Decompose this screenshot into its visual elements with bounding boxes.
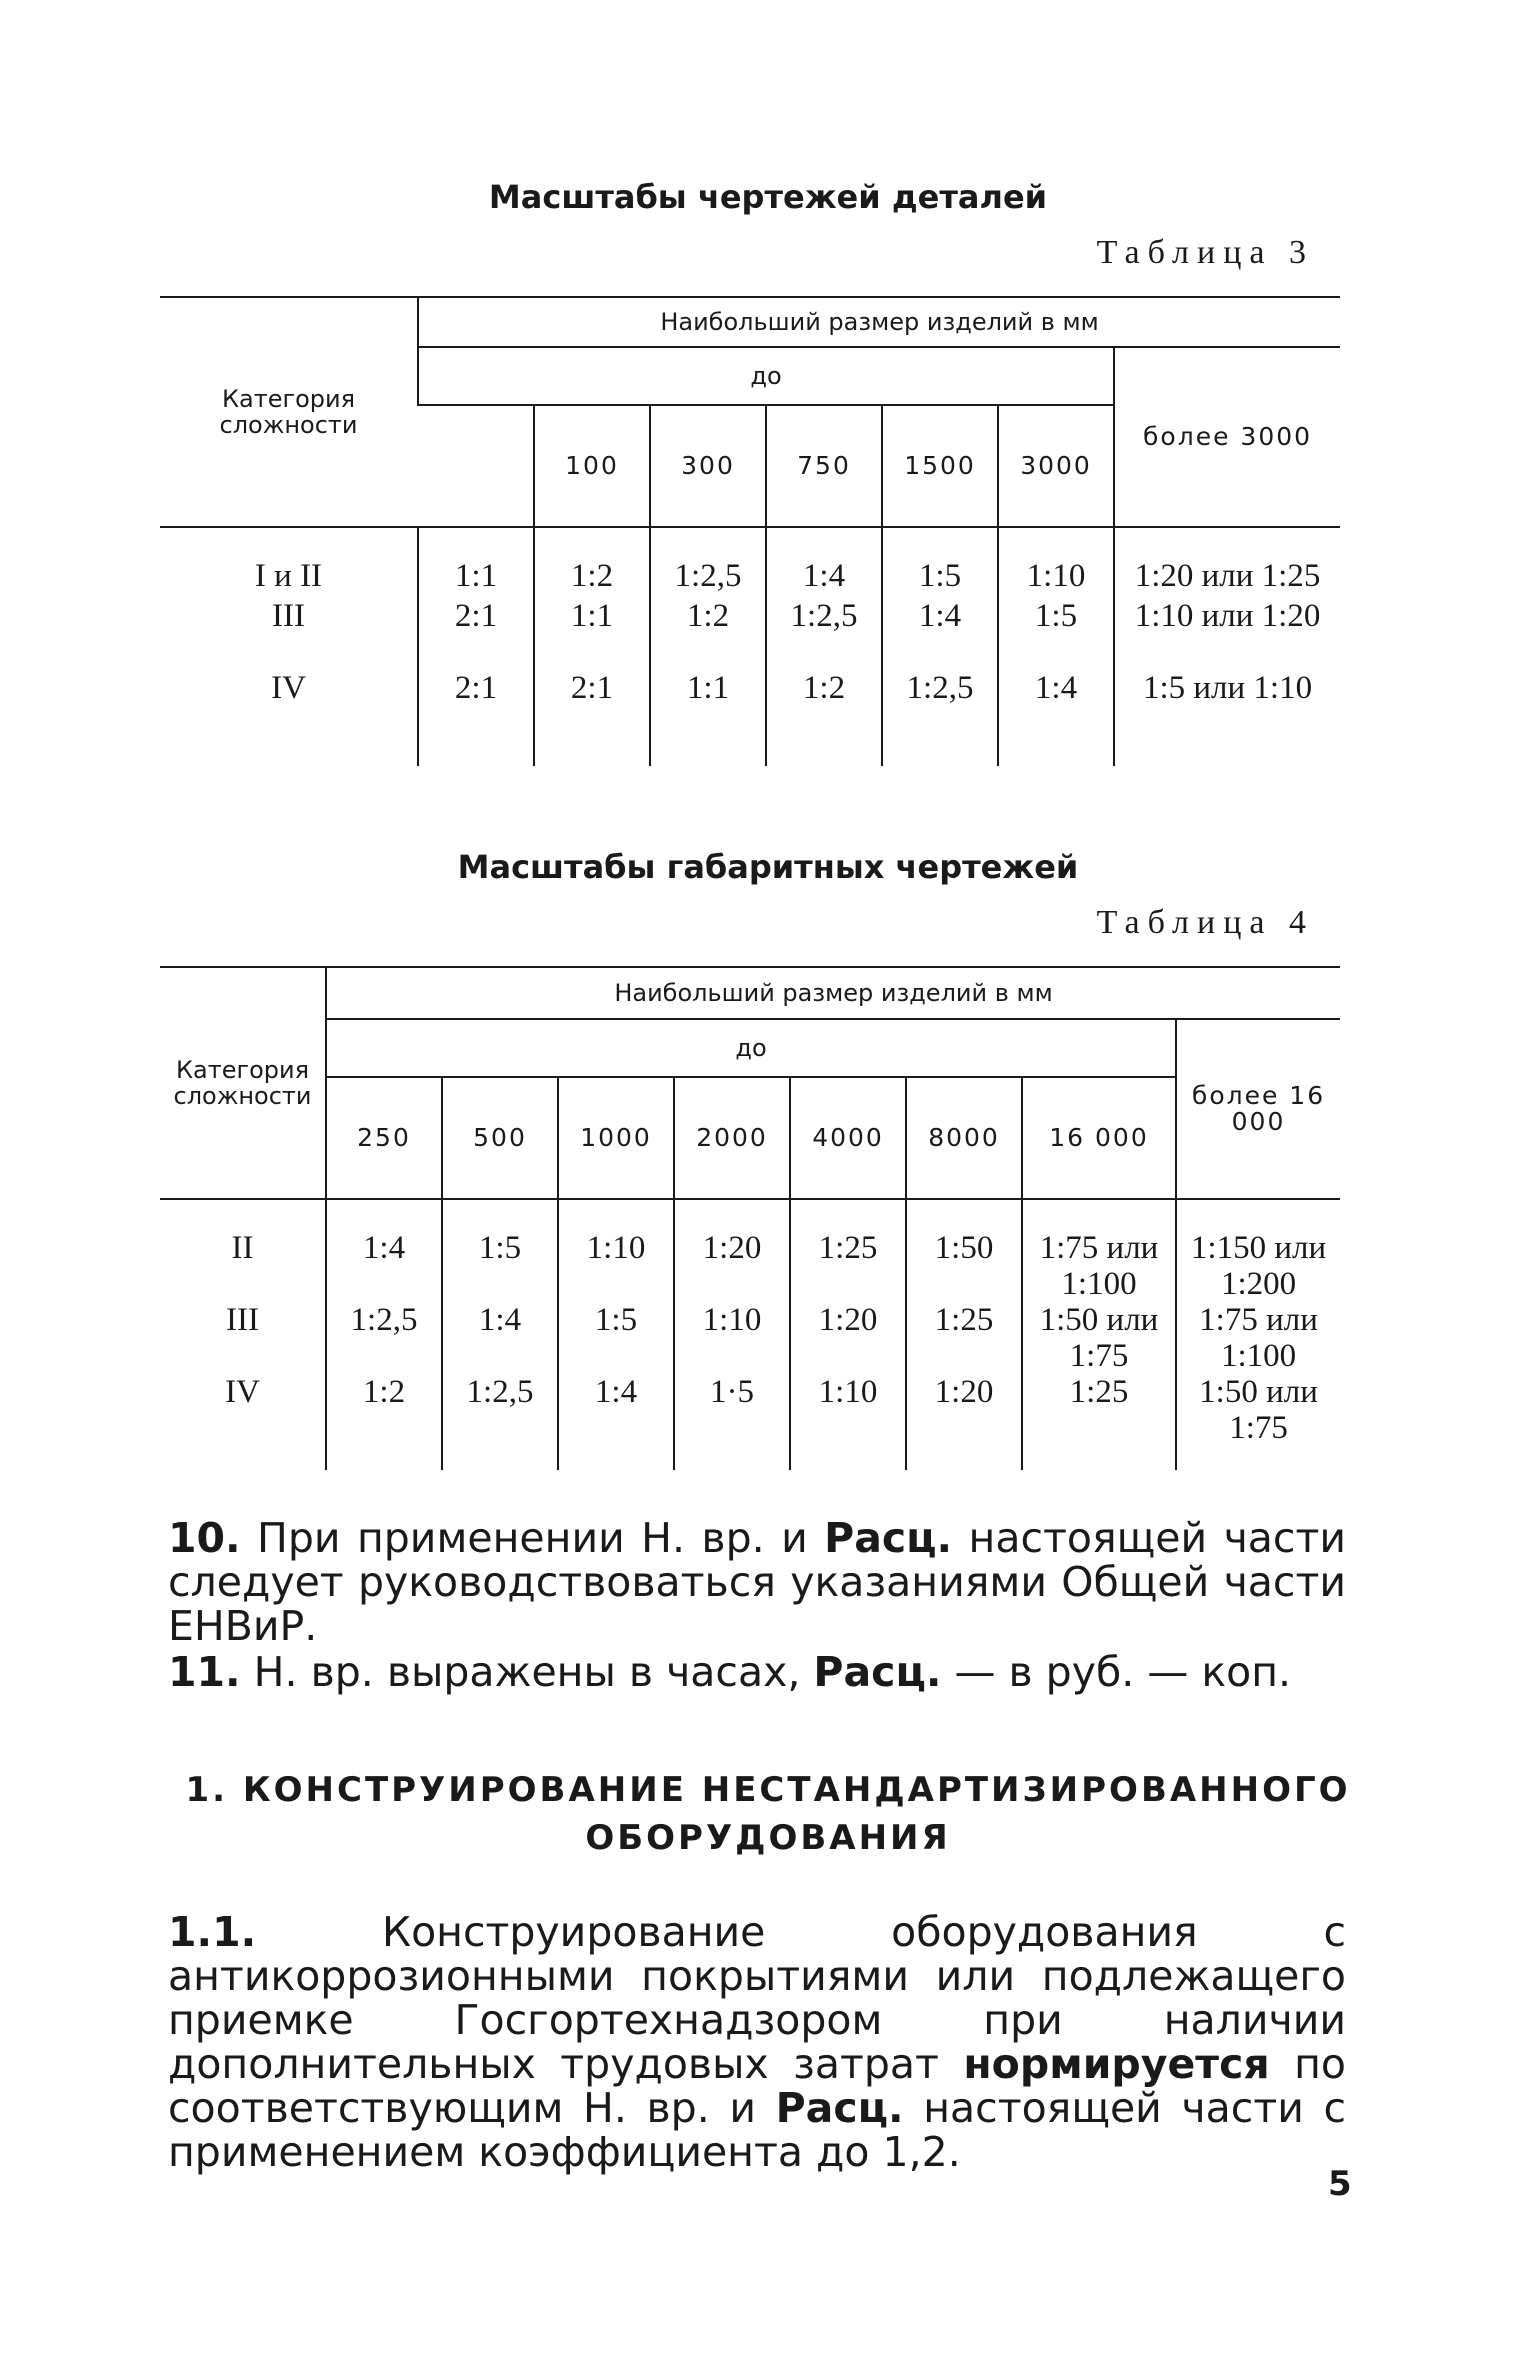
table-cell: 1:25 <box>1022 1374 1176 1470</box>
table3-caption: Масштабы чертежей деталей <box>488 178 1048 216</box>
table-cell: 2:1 <box>418 670 534 766</box>
table-row <box>160 1199 1340 1302</box>
table-cell: 1:2,5 <box>326 1302 442 1374</box>
table-cell: 1:4 <box>326 1199 442 1302</box>
paragraph-bold: Расц. <box>824 1514 953 1562</box>
size-header-cell: 3000 <box>998 405 1114 527</box>
size-header-cell: 1000 <box>558 1077 674 1199</box>
paragraph-text: настоящей части следует руководствоваться указаниями Общей части ЕНВиР. <box>168 1514 1346 1650</box>
table-row <box>160 1302 1340 1374</box>
table-cell-over: 1:5 или 1:10 <box>1114 670 1340 766</box>
row-category: I и II <box>160 527 418 598</box>
size-header-cell: 100 <box>534 405 650 527</box>
table-cell: 1:20 <box>674 1199 790 1302</box>
table-row <box>160 598 1340 670</box>
paragraph-11 <box>168 1650 1346 1694</box>
table-cell: 2:1 <box>418 598 534 670</box>
size-header-cell: 300 <box>650 405 766 527</box>
table-row <box>160 670 1340 766</box>
table-cell: 1:4 <box>558 1374 674 1470</box>
size-header-cell: 2000 <box>674 1077 790 1199</box>
table-cell: 1:5 <box>442 1199 558 1302</box>
table-cell: 1:25 <box>790 1199 906 1302</box>
table-cell: 1:5 <box>998 598 1114 670</box>
table-cell-over: 1:150 или 1:200 <box>1176 1199 1340 1302</box>
table-cell: 1:10 <box>998 527 1114 598</box>
table-cell: 1:2 <box>650 598 766 670</box>
table-cell: 1:2,5 <box>766 598 882 670</box>
table-cell: 1:50 <box>906 1199 1022 1302</box>
category-header: Категория сложности <box>160 297 418 527</box>
row-category: IV <box>271 670 306 706</box>
paragraph-number: 1.1. <box>168 1908 257 1956</box>
page-number: 5 <box>1328 2164 1352 2204</box>
section-heading <box>0 1766 1536 1862</box>
size-header: Наибольший размер изделий в мм <box>418 297 1340 347</box>
table-cell: 1:20 <box>790 1302 906 1374</box>
row-category: III <box>226 1302 259 1338</box>
table-cell: 1:4 <box>766 527 882 598</box>
table-cell: 1:2,5 <box>442 1374 558 1470</box>
table-cell: 1:20 <box>906 1374 1022 1470</box>
size-header-cell: 250 <box>326 1077 442 1199</box>
table-cell-over: 1:75 или 1:100 <box>1176 1302 1340 1374</box>
table-cell-over: 1:50 или 1:75 <box>1176 1374 1340 1470</box>
table-cell: 1:2,5 <box>650 527 766 598</box>
paragraph-10 <box>168 1516 1346 1648</box>
over-header: более 16 000 <box>1176 1019 1340 1199</box>
size-header-cell: 750 <box>766 405 882 527</box>
row-category: III <box>272 598 305 634</box>
paragraph-bold: Расц. <box>813 1648 942 1696</box>
table3 <box>160 296 1340 766</box>
paragraph-number: 11. <box>168 1648 241 1696</box>
table-cell: 1:4 <box>442 1302 558 1374</box>
paragraph-bold: Расц. <box>775 2084 904 2132</box>
table4-number: Таблица 4 <box>1096 904 1314 941</box>
table-cell: 1:2 <box>766 670 882 766</box>
over-header: более 3000 <box>1114 347 1340 527</box>
paragraph-number: 10. <box>168 1514 241 1562</box>
table-cell: 1:10 <box>790 1374 906 1470</box>
table-cell: 2:1 <box>534 670 650 766</box>
upto-header: до <box>418 347 1114 405</box>
table-cell: 1:4 <box>998 670 1114 766</box>
table-cell: 1:1 <box>650 670 766 766</box>
paragraph-text: по соответствующим Н. вр. и <box>168 2040 1346 2132</box>
table-cell: 1:1 <box>418 527 534 598</box>
table-row <box>160 527 1340 598</box>
table4-caption: Масштабы габаритных чертежей <box>457 848 1079 886</box>
paragraph-text: Конструирование оборудования с антикоррозионными покрытиями или подлежащего приемке Госгортехнадзором при наличии дополнительных трудовых затрат <box>168 1908 1346 2088</box>
section-heading-line: ОБОРУДОВАНИЯ <box>585 1818 951 1858</box>
table4 <box>160 966 1340 1470</box>
size-header-cell: 500 <box>442 1077 558 1199</box>
table-cell: 1:5 <box>558 1302 674 1374</box>
table-cell-over: 1:20 или 1:25 <box>1114 527 1340 598</box>
table-cell: 1·5 <box>674 1374 790 1470</box>
size-header: Наибольший размер изделий в мм <box>326 967 1340 1019</box>
row-category: II <box>160 1199 326 1302</box>
table-row <box>160 1374 1340 1470</box>
table-cell: 1:1 <box>534 598 650 670</box>
paragraph-text: Н. вр. выражены в часах, <box>240 1648 814 1696</box>
category-header: Категория сложности <box>160 967 326 1199</box>
paragraph-bold: нормируется <box>963 2040 1270 2088</box>
size-header-cell: 16 000 <box>1022 1077 1176 1199</box>
table3-number: Таблица 3 <box>1096 234 1314 271</box>
table-cell: 1:2 <box>326 1374 442 1470</box>
table-cell: 1:10 <box>674 1302 790 1374</box>
table-cell: 1:50 или 1:75 <box>1022 1302 1176 1374</box>
paragraph-text: — в руб. — коп. <box>941 1648 1292 1696</box>
table-cell-over: 1:10 или 1:20 <box>1114 598 1340 670</box>
table-cell: 1:2,5 <box>882 670 998 766</box>
paragraph-1-1 <box>168 1910 1346 2174</box>
upto-header: до <box>326 1019 1176 1077</box>
size-header-cell: 1500 <box>882 405 998 527</box>
size-header-cell: 8000 <box>906 1077 1022 1199</box>
table-cell: 1:5 <box>882 527 998 598</box>
row-category: IV <box>225 1374 260 1410</box>
paragraph-text: При применении Н. вр. и <box>240 1514 825 1562</box>
table-cell: 1:4 <box>882 598 998 670</box>
section-heading-line: 1. КОНСТРУИРОВАНИЕ НЕСТАНДАРТИЗИРОВАННОГО <box>185 1770 1351 1810</box>
paragraph-text: настоящей части с применением коэффициента до 1,2. <box>168 2084 1346 2176</box>
size-header-cell: 4000 <box>790 1077 906 1199</box>
table-cell: 1:25 <box>906 1302 1022 1374</box>
table-cell: 1:10 <box>558 1199 674 1302</box>
table-cell: 1:75 или 1:100 <box>1022 1199 1176 1302</box>
table-cell: 1:2 <box>534 527 650 598</box>
